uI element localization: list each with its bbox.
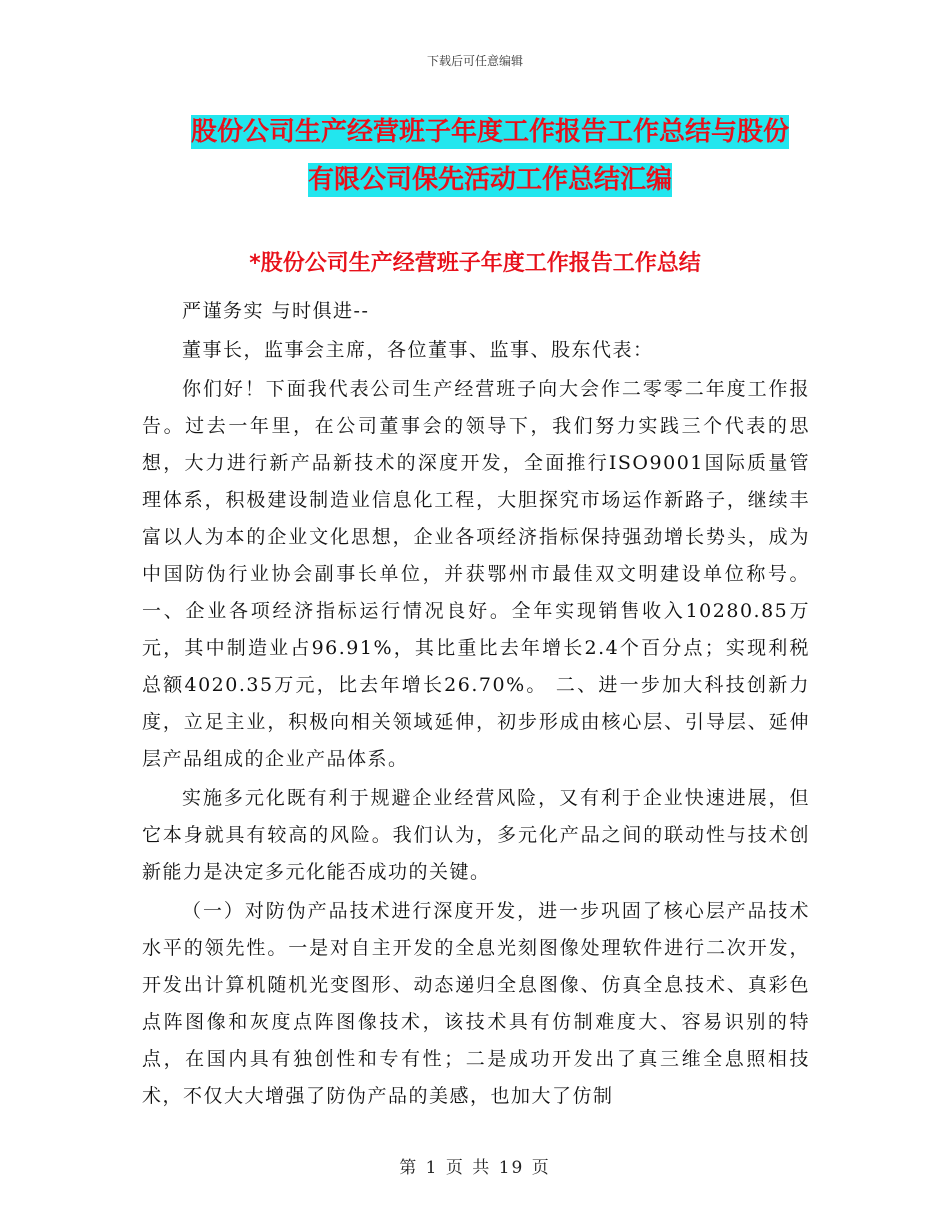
document-body bbox=[142, 293, 810, 1117]
body-paragraph: 你们好！下面我代表公司生产经营班子向大会作二零零二年度工作报告。过去一年里，在公司董事会的领导下，我们努力实践三个代表的思想，大力进行新产品新技术的深度开发，全面推行ISO9001国际质量管理体系，积极建设制造业信息化工程，大胆探究市场运作新路子，继续丰富以人为本的企业文化思想，企业各项经济指标保持强劲增长势头，成为中国防伪行业协会副事长单位，并获鄂州市最佳双文明建设单位称号。 一、企业各项经济指标运行情况良好。全年实现销售收入10280.85万元，其中制造业占96.91%，其比重比去年增长2.4个百分点；实现利税总额4020.35万元，比去年增长26.70%。 二、进一步加大科技创新力度，立足主业，积极向相关领域延伸，初步形成由核心层、引导层、延伸层产品组成的企业产品体系。 bbox=[142, 378, 810, 770]
page-number-footer: 第 1 页 共 19 页 bbox=[399, 1158, 551, 1178]
body-paragraph: 实施多元化既有利于规避企业经营风险，又有利于企业快速进展，但它本身就具有较高的风险。我们认为，多元化产品之间的联动性与技术创新能力是决定多元化能否成功的关键。 bbox=[142, 787, 810, 883]
document-title-line-1: 股份公司生产经营班子年度工作报告工作总结与股份 bbox=[190, 117, 789, 147]
salutation-paragraph: 董事长，监事会主席，各位董事、监事、股东代表： bbox=[182, 339, 654, 361]
document-title-line-2: 有限公司保先活动工作总结汇编 bbox=[307, 165, 672, 195]
body-paragraph: （一）对防伪产品技术进行深度开发，进一步巩固了核心层产品技术水平的领先性。一是对自主开发的全息光刻图像处理软件进行二次开发，开发出计算机随机光变图形、动态递归全息图像、仿真全息技术、真彩色点阵图像和灰度点阵图像技术，该技术具有仿制难度大、容易识别的特点，在国内具有独创性和专有性；二是成功开发出了真三维全息照相技术，不仅大大增强了防伪产品的美感，也加大了仿制 bbox=[142, 900, 810, 1107]
section-title: *股份公司生产经营班子年度工作报告工作总结 bbox=[249, 251, 701, 276]
subtitle-paragraph: 严谨务实 与时俱进-- bbox=[182, 300, 370, 322]
page-header-note: 下载后可任意编辑 bbox=[426, 54, 523, 68]
document-title bbox=[140, 108, 840, 204]
